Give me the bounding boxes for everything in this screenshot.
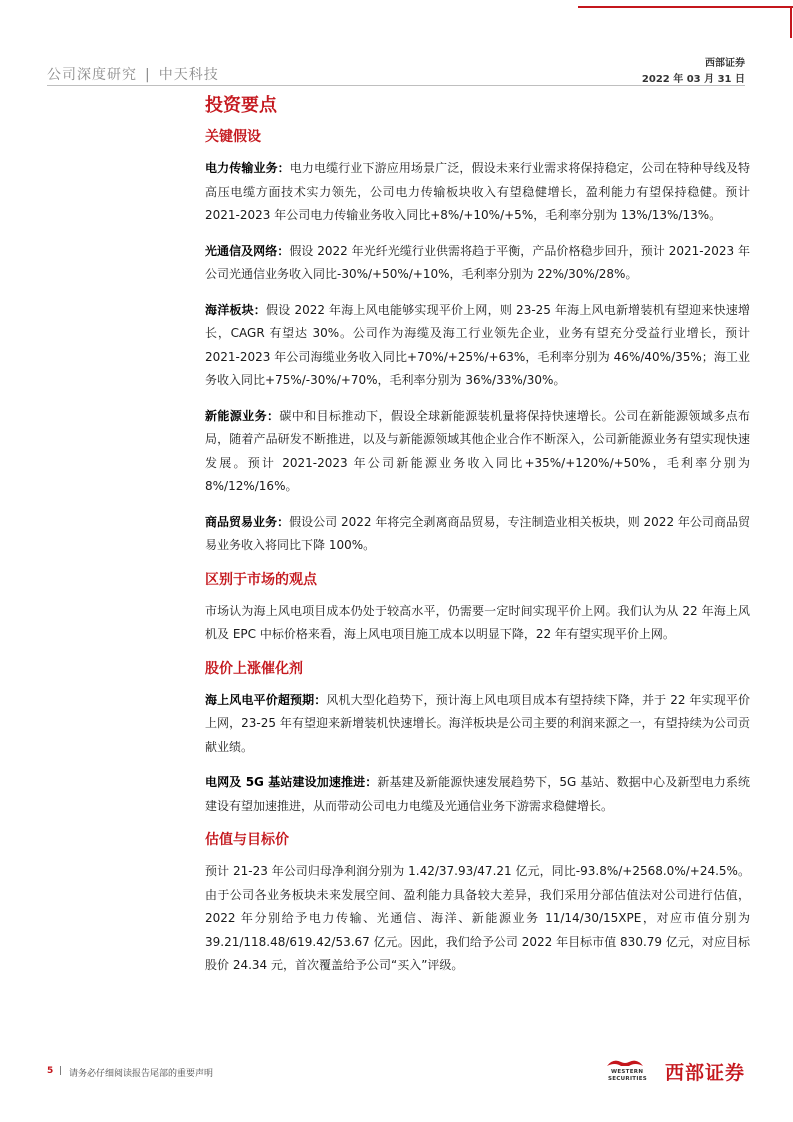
header-right-block [642,56,745,88]
paragraph [205,771,750,818]
footer-separator: | [59,1066,63,1076]
paragraph-text: 风机大型化趋势下，预计海上风电项目成本有望持续下降，并于 22 年实现平价上网，23-25 年有望迎来新增装机快速增长。海洋板块是公司主要的利润来源之一，有望持续为公司贡献业绩。 [205,692,750,754]
logo-chinese-name: 西部证券 [664,1062,745,1084]
corner-line-horizontal [578,6,793,8]
logo-english-line1: WESTERN [611,1069,644,1075]
report-type-label: 公司深度研究 [47,67,137,83]
paragraph-text: 市场认为海上风电项目成本仍处于较高水平，仍需要一定时间实现平价上网。我们认为从 22 年海上风机及 EPC 中标价格来看，海上风电项目施工成本以明显下降，22 年有望实现平价上网。 [205,603,750,641]
paragraph [205,240,750,287]
header-brand-small: 西部证券 [705,58,745,69]
page-title: 投资要点 [205,95,277,116]
paragraph [205,511,750,558]
paragraph-lead: 商品贸易业务： [205,514,290,529]
paragraph-text: 碳中和目标推动下，假设全球新能源装机量将保持快速增长。公司在新能源领域多点布局，随着产品研发不断推进，以及与新能源领域其他企业合作不断深入，公司新能源业务有望实现快速发展。预计 2021-2023 年公司新能源业务收入同比+35%/+120%/+50%，毛利率分别为 8%/12%/16%。 [205,408,750,493]
report-date: 2022 年 03 月 31 日 [641,74,745,85]
section-title: 区别于市场的观点 [205,571,317,588]
paragraph [205,299,750,393]
section-market-difference [205,570,750,647]
paragraph-lead: 电网及 5G 基站建设加速推进： [205,775,378,789]
page-footer [47,1060,745,1088]
paragraph [205,157,750,228]
section-title: 关键假设 [205,129,261,145]
section-title: 股价上涨催化剂 [205,660,303,677]
logo-english-line2: SECURITIES [608,1076,648,1082]
footer-disclaimer: 请务必仔细阅读报告尾部的重要声明 [69,1069,214,1079]
section-title: 估值与目标价 [205,832,289,848]
company-name: 中天科技 [158,67,219,83]
main-content [205,93,750,990]
paragraph-text: 假设公司 2022 年将完全剥离商品贸易，专注制造业相关板块，则 2022 年公司商品贸易业务收入将同比下降 100%。 [205,514,750,552]
corner-line-vertical [790,6,792,38]
header-separator: | [145,67,151,83]
paragraph-text: 假设 2022 年海上风电能够实现平价上网，则 23-25 年海上风电新增装机有望迎来快速增长，CAGR 有望达 30%。公司作为海缆及海工行业领先企业，业务有望充分受益行业增长，预计 2021-2023 年公司海缆业务收入同比+70%/+25%/+63%，毛利率分别为 46%/40%/35%；海工业务收入同比+75%/-30%/+70%，毛利率分别为 36%/33%/30%。 [205,302,750,387]
paragraph-lead: 电力传输业务： [205,161,290,175]
paragraph-lead: 光通信及网络： [205,243,290,258]
paragraph [205,860,750,978]
paragraph-text: 电力电缆行业下游应用场景广泛，假设未来行业需求将保持稳定，公司在特种导线及特高压电缆方面技术实力领先，公司电力传输板块收入有望稳健增长，盈利能力有望保持稳健。预计 2021-2023 年公司电力传输业务收入同比+8%/+10%/+5%，毛利率分别为 13%/13%/13%。 [205,161,750,222]
paragraph [205,600,750,647]
paragraph [205,405,750,499]
section-key-assumptions [205,127,750,558]
section-valuation [205,830,750,978]
paragraph-lead: 海洋板块： [205,302,267,317]
paragraph-lead: 新能源业务： [205,408,280,423]
section-catalysts [205,659,750,819]
bull-logo-icon [605,1056,645,1070]
page-number: 5 [47,1066,54,1076]
report-type-header [47,64,219,84]
paragraph-text: 新基建及新能源快速发展趋势下，5G 基站、数据中心及新型电力系统建设有望加速推进，从而带动公司电力电缆及光通信业务下游需求稳健增长。 [205,775,750,813]
paragraph [205,689,750,760]
brand-logo [605,1056,745,1086]
header-divider [47,85,745,86]
paragraph-text: 假设 2022 年光纤光缆行业供需将趋于平衡，产品价格稳步回升，预计 2021-2023 年公司光通信业务收入同比-30%/+50%/+10%，毛利率分别为 22%/30%/28%。 [205,243,750,281]
paragraph-lead: 海上风电平价超预期： [205,692,327,707]
paragraph-text: 预计 21-23 年公司归母净利润分别为 1.42/37.93/47.21 亿元，同比-93.8%/+2568.0%/+24.5%。由于公司各业务板块未来发展空间、盈利能力具备较大差异，我们采用分部估值法对公司进行估值，2022 年分别给予电力传输、光通信、海洋、新能源业务 11/14/30/15XPE，对应市值分别为 39.21/118.48/619.42/53.67 亿元。因此，我们给予公司 2022 年目标市值 830.79 亿元，对应目标股价 24.34 元，首次覆盖给予公司“买入”评级。 [205,864,750,972]
